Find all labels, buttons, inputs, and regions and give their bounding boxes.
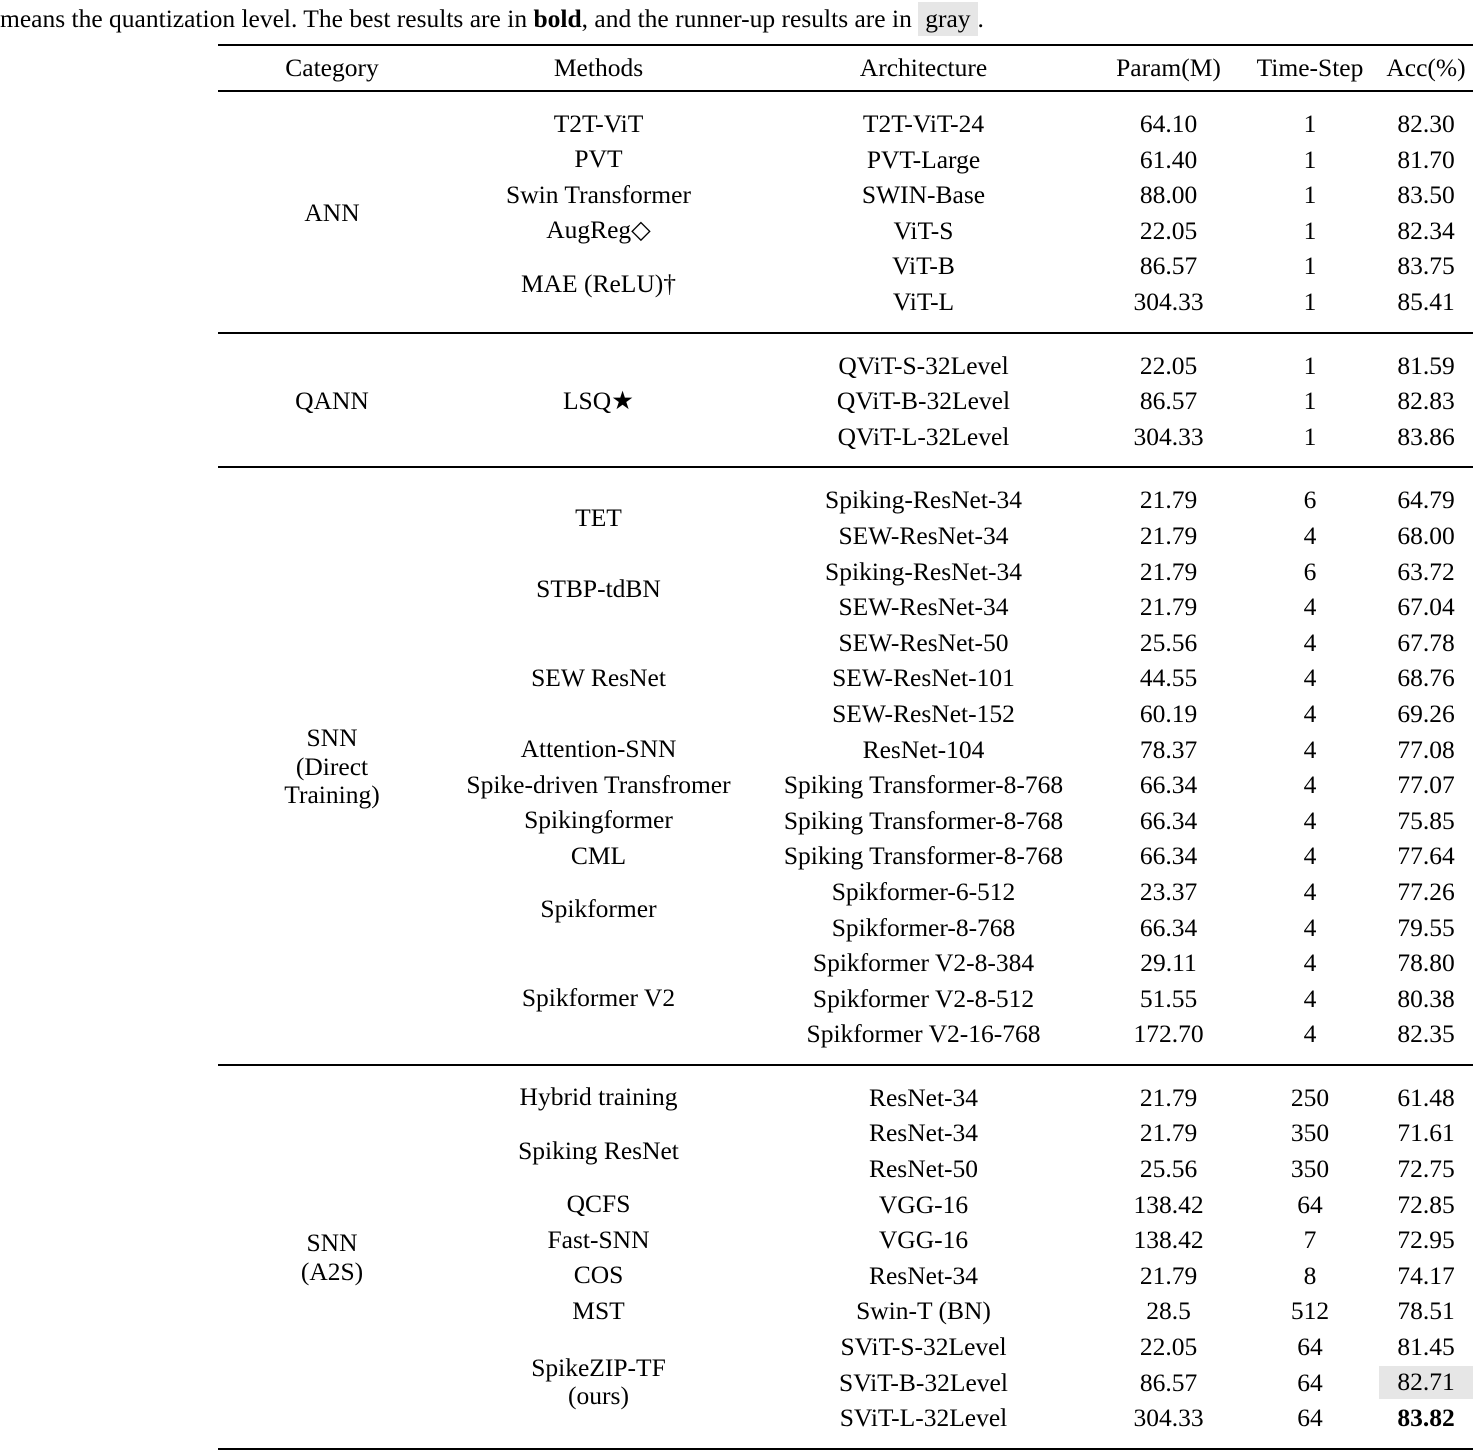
time-step-cell: 512	[1290, 1296, 1330, 1326]
method-cell	[446, 838, 751, 874]
time-step-cell: 64	[1297, 1189, 1323, 1219]
architecture-cell: QViT-L-32Level	[837, 421, 1010, 451]
architecture-cell: T2T-ViT-24	[862, 109, 985, 139]
method-label-line: SpikeZIP-TF	[531, 1352, 666, 1382]
section-spacer-bottom	[218, 454, 1473, 467]
acc-cell	[1379, 1400, 1473, 1436]
results-table-container	[218, 44, 1473, 1450]
architecture-cell: QViT-B-32Level	[836, 386, 1011, 416]
acc-cell: 77.07	[1397, 770, 1455, 800]
section-spacer-top	[218, 92, 1473, 106]
param-cell: 86.57	[1139, 386, 1198, 416]
acc-cell: 72.95	[1397, 1225, 1455, 1255]
method-label: Spikingformer	[524, 805, 673, 835]
method-label: LSQ★	[562, 385, 635, 415]
time-step-cell: 6	[1303, 485, 1317, 515]
architecture-cell: ResNet-34	[868, 1260, 979, 1290]
acc-cell: 81.59	[1397, 350, 1455, 380]
category-label-line: (Direct	[295, 751, 369, 781]
time-step-cell: 4	[1303, 734, 1317, 764]
method-cell	[446, 482, 751, 553]
category-label-line: QANN	[295, 385, 369, 415]
acc-cell: 82.30	[1397, 109, 1455, 139]
acc-cell: 69.26	[1397, 698, 1455, 728]
param-cell: 25.56	[1139, 1154, 1198, 1184]
method-cell	[446, 1115, 751, 1186]
acc-cell: 82.34	[1397, 215, 1455, 245]
architecture-cell: SEW-ResNet-34	[838, 520, 1009, 550]
param-cell: 21.79	[1139, 556, 1198, 586]
method-label: MAE (ReLU)†	[520, 268, 677, 298]
column-header-time-step: Time-Step	[1256, 53, 1364, 83]
architecture-cell: Spiking Transformer-8-768	[783, 770, 1064, 800]
acc-cell: 74.17	[1397, 1260, 1455, 1290]
param-cell: 66.34	[1139, 770, 1198, 800]
time-step-cell: 7	[1303, 1225, 1317, 1255]
param-cell: 66.34	[1139, 912, 1198, 942]
architecture-cell: Spiking Transformer-8-768	[783, 805, 1064, 835]
param-cell: 21.79	[1139, 592, 1198, 622]
method-label: Spikformer	[540, 894, 657, 924]
time-step-cell: 4	[1303, 983, 1317, 1013]
time-step-cell: 1	[1303, 144, 1317, 174]
time-step-cell: 1	[1303, 215, 1317, 245]
category-label-line: SNN	[306, 1228, 358, 1258]
column-header-acc: Acc(%)	[1386, 53, 1466, 83]
time-step-cell: 350	[1290, 1118, 1330, 1148]
architecture-cell: VGG-16	[878, 1225, 969, 1255]
param-cell: 51.55	[1139, 983, 1198, 1013]
caption-bold-word: bold	[533, 4, 582, 33]
time-step-cell: 1	[1303, 180, 1317, 210]
method-cell	[446, 554, 751, 625]
section-spacer-bottom	[218, 1436, 1473, 1449]
method-cell	[446, 767, 751, 803]
method-label: Hybrid training	[519, 1082, 678, 1112]
param-cell: 60.19	[1139, 698, 1198, 728]
method-label: STBP-tdBN	[536, 573, 661, 603]
caption-text-part1: means the quantization level. The best results are in	[0, 4, 534, 33]
acc-cell: 77.64	[1397, 841, 1455, 871]
time-step-cell: 4	[1303, 912, 1317, 942]
category-label-line: (A2S)	[300, 1256, 364, 1286]
architecture-cell: PVT-Large	[866, 144, 981, 174]
method-cell	[446, 142, 751, 178]
architecture-cell: VGG-16	[878, 1189, 969, 1219]
architecture-cell: SViT-B-32Level	[839, 1367, 1008, 1397]
method-label: AugReg◇	[546, 215, 651, 245]
column-header-architecture: Architecture	[859, 53, 988, 83]
architecture-cell: ResNet-104	[862, 734, 985, 764]
architecture-cell: SEW-ResNet-152	[832, 698, 1015, 728]
time-step-cell: 1	[1303, 350, 1317, 380]
method-cell	[446, 1258, 751, 1294]
acc-cell: 85.41	[1397, 287, 1455, 317]
acc-value-runner-up: 82.71	[1379, 1366, 1473, 1399]
method-label: Spiking ResNet	[518, 1135, 679, 1165]
acc-cell: 83.86	[1397, 421, 1455, 451]
architecture-cell: QViT-S-32Level	[838, 350, 1009, 380]
method-cell	[446, 732, 751, 768]
method-label: Spike-driven Transfromer	[466, 769, 731, 799]
acc-cell	[1379, 1365, 1473, 1401]
category-label-line: Training)	[284, 780, 380, 810]
table-row	[218, 106, 1473, 142]
time-step-cell: 4	[1303, 948, 1317, 978]
architecture-cell: Spikformer-6-512	[831, 876, 1016, 906]
section-spacer-top	[218, 468, 1473, 482]
acc-cell: 82.83	[1397, 386, 1455, 416]
param-cell: 25.56	[1139, 627, 1198, 657]
acc-cell: 82.35	[1397, 1019, 1455, 1049]
acc-cell: 68.00	[1397, 520, 1455, 550]
column-header-category: Category	[285, 53, 379, 83]
param-cell: 64.10	[1139, 109, 1198, 139]
param-cell: 78.37	[1139, 734, 1198, 764]
category-cell	[218, 348, 446, 455]
architecture-cell: ResNet-34	[868, 1118, 979, 1148]
architecture-cell: Spikformer V2-16-768	[806, 1019, 1041, 1049]
acc-cell: 72.85	[1397, 1189, 1455, 1219]
method-label: CML	[570, 840, 627, 870]
param-cell: 138.42	[1133, 1189, 1204, 1219]
param-cell: 22.05	[1139, 1332, 1198, 1362]
category-label-line: ANN	[304, 197, 360, 227]
acc-cell: 75.85	[1397, 805, 1455, 835]
time-step-cell: 4	[1303, 876, 1317, 906]
section-spacer-top	[218, 1066, 1473, 1080]
param-cell: 86.57	[1139, 251, 1198, 281]
param-cell: 66.34	[1139, 805, 1198, 835]
time-step-cell: 4	[1303, 627, 1317, 657]
table-row	[218, 348, 1473, 384]
param-cell: 21.79	[1139, 1082, 1198, 1112]
column-header-param-m: Param(M)	[1116, 53, 1221, 83]
architecture-cell: Spikformer-8-768	[831, 912, 1016, 942]
architecture-cell: SEW-ResNet-50	[838, 627, 1009, 657]
results-table	[218, 44, 1473, 1450]
time-step-cell: 8	[1303, 1260, 1317, 1290]
architecture-cell: ViT-S	[893, 215, 954, 245]
architecture-cell: SViT-L-32Level	[839, 1403, 1008, 1433]
method-cell	[446, 177, 751, 213]
method-cell	[446, 1293, 751, 1329]
column-header-methods: Methods	[553, 53, 644, 83]
acc-cell: 83.75	[1397, 251, 1455, 281]
param-cell: 66.34	[1139, 841, 1198, 871]
method-cell	[446, 1080, 751, 1116]
time-step-cell: 64	[1297, 1403, 1323, 1433]
time-step-cell: 1	[1303, 287, 1317, 317]
architecture-cell: Swin-T (BN)	[856, 1296, 991, 1326]
method-label: Swin Transformer	[506, 179, 691, 209]
acc-cell: 80.38	[1397, 983, 1455, 1013]
time-step-cell: 4	[1303, 520, 1317, 550]
table-caption	[0, 2, 1473, 36]
param-cell: 61.40	[1139, 144, 1198, 174]
acc-cell: 71.61	[1397, 1118, 1455, 1148]
method-cell	[446, 248, 751, 319]
time-step-cell: 350	[1290, 1154, 1330, 1184]
acc-cell: 67.78	[1397, 627, 1455, 657]
acc-cell: 61.48	[1397, 1082, 1455, 1112]
category-label-line: SNN	[306, 723, 358, 753]
time-step-cell: 64	[1297, 1332, 1323, 1362]
method-label: COS	[573, 1260, 624, 1290]
param-cell: 172.70	[1133, 1019, 1204, 1049]
method-label: QCFS	[566, 1189, 631, 1219]
param-cell: 21.79	[1139, 1118, 1198, 1148]
method-cell	[446, 625, 751, 732]
section-spacer-bottom	[218, 320, 1473, 333]
architecture-cell: ViT-L	[892, 287, 955, 317]
table-row	[218, 1080, 1473, 1116]
method-cell	[446, 803, 751, 839]
time-step-cell: 64	[1297, 1367, 1323, 1397]
param-cell: 28.5	[1146, 1296, 1191, 1326]
method-cell	[446, 1187, 751, 1223]
architecture-cell: SWIN-Base	[861, 180, 986, 210]
acc-cell: 64.79	[1397, 485, 1455, 515]
param-cell: 21.79	[1139, 1260, 1198, 1290]
method-label: SEW ResNet	[531, 662, 666, 692]
table-header-row	[218, 46, 1473, 91]
method-cell	[446, 945, 751, 1052]
param-cell: 23.37	[1139, 876, 1198, 906]
category-cell	[218, 106, 446, 320]
acc-value-best: 83.82	[1397, 1403, 1455, 1433]
param-cell: 86.57	[1139, 1367, 1198, 1397]
acc-cell: 63.72	[1397, 556, 1455, 586]
time-step-cell: 4	[1303, 663, 1317, 693]
time-step-cell: 250	[1290, 1082, 1330, 1112]
method-label: T2T-ViT	[553, 108, 644, 138]
method-label: Fast-SNN	[547, 1224, 650, 1254]
acc-cell: 72.75	[1397, 1154, 1455, 1184]
param-cell: 22.05	[1139, 215, 1198, 245]
architecture-cell: Spikformer V2-8-384	[812, 948, 1035, 978]
time-step-cell: 4	[1303, 698, 1317, 728]
time-step-cell: 6	[1303, 556, 1317, 586]
param-cell: 22.05	[1139, 350, 1198, 380]
param-cell: 304.33	[1133, 421, 1204, 451]
param-cell: 304.33	[1133, 287, 1204, 317]
time-step-cell: 4	[1303, 805, 1317, 835]
acc-cell: 78.51	[1397, 1296, 1455, 1326]
architecture-cell: SEW-ResNet-101	[832, 663, 1015, 693]
method-cell	[446, 1222, 751, 1258]
acc-cell: 81.70	[1397, 144, 1455, 174]
architecture-cell: ResNet-50	[868, 1154, 979, 1184]
param-cell: 21.79	[1139, 485, 1198, 515]
caption-gray-word: gray	[918, 2, 977, 36]
acc-cell: 68.76	[1397, 663, 1455, 693]
category-cell	[218, 1080, 446, 1436]
architecture-cell: Spikformer V2-8-512	[812, 983, 1035, 1013]
param-cell: 138.42	[1133, 1225, 1204, 1255]
acc-cell: 79.55	[1397, 912, 1455, 942]
architecture-cell: SViT-S-32Level	[840, 1332, 1007, 1362]
architecture-cell: ViT-B	[892, 251, 955, 281]
time-step-cell: 1	[1303, 386, 1317, 416]
caption-text-part2: , and the runner-up results are in	[581, 4, 919, 33]
architecture-cell: ResNet-34	[868, 1082, 979, 1112]
param-cell: 304.33	[1133, 1403, 1204, 1433]
time-step-cell: 4	[1303, 1019, 1317, 1049]
acc-cell: 67.04	[1397, 592, 1455, 622]
acc-cell: 77.08	[1397, 734, 1455, 764]
time-step-cell: 1	[1303, 421, 1317, 451]
category-cell	[218, 482, 446, 1052]
method-cell	[446, 874, 751, 945]
time-step-cell: 4	[1303, 592, 1317, 622]
param-cell: 21.79	[1139, 520, 1198, 550]
method-cell	[446, 1329, 751, 1436]
acc-cell: 83.50	[1397, 180, 1455, 210]
architecture-cell: Spiking-ResNet-34	[825, 485, 1022, 515]
method-label-line: (ours)	[568, 1381, 629, 1411]
method-label: MST	[572, 1295, 625, 1325]
method-cell	[446, 106, 751, 142]
table-row	[218, 482, 1473, 518]
time-step-cell: 4	[1303, 770, 1317, 800]
time-step-cell: 1	[1303, 251, 1317, 281]
acc-cell: 77.26	[1397, 876, 1455, 906]
acc-cell: 81.45	[1397, 1332, 1455, 1362]
section-spacer-bottom	[218, 1052, 1473, 1065]
method-label: Attention-SNN	[520, 734, 677, 764]
method-label: TET	[575, 502, 622, 532]
param-cell: 88.00	[1139, 180, 1198, 210]
method-label: PVT	[574, 144, 623, 174]
method-label: Spikformer V2	[521, 983, 676, 1013]
acc-cell: 78.80	[1397, 948, 1455, 978]
time-step-cell: 1	[1303, 109, 1317, 139]
caption-text-part3: .	[977, 4, 984, 33]
method-cell	[446, 348, 751, 455]
architecture-cell: Spiking-ResNet-34	[825, 556, 1022, 586]
time-step-cell: 4	[1303, 841, 1317, 871]
param-cell: 44.55	[1139, 663, 1198, 693]
architecture-cell: SEW-ResNet-34	[838, 592, 1009, 622]
method-cell	[446, 213, 751, 249]
architecture-cell: Spiking Transformer-8-768	[783, 841, 1064, 871]
param-cell: 29.11	[1140, 948, 1197, 978]
section-spacer-top	[218, 334, 1473, 348]
